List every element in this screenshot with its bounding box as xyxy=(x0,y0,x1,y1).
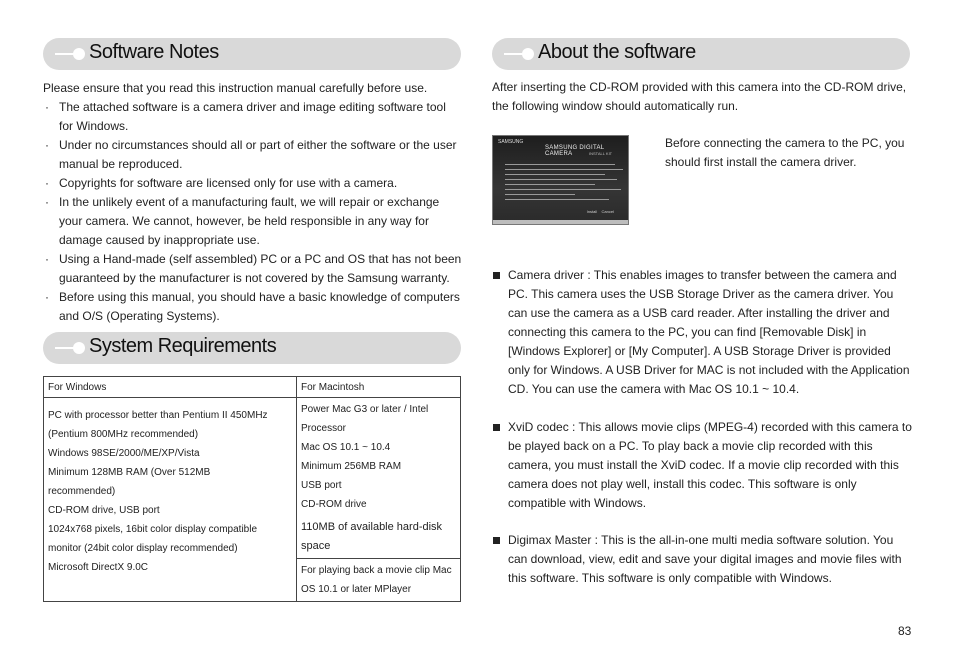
text-line-decoration xyxy=(505,174,605,175)
xvid-codec-item: XviD codec : This allows movie clips (MPEG-4) recorded with this camera to be played back on a PC. To play back a movie clip recorded with this camera, you must install the XviD codec. If a movie clip recorded with this camera does not play well, install this codec. This software is only compatible with Windows. xyxy=(508,418,912,513)
mac-disk-cell: 110MB of available hard-disk space xyxy=(297,516,461,559)
software-notes-title: Software Notes xyxy=(89,41,219,63)
list-item: · Before using this manual, you should have a basic knowledge of computers and O/S (Operating Systems). xyxy=(45,290,460,323)
software-notes-header xyxy=(43,38,461,70)
about-intro: After inserting the CD-ROM provided with this camera into the CD-ROM drive, the following window should automatically run. xyxy=(492,80,907,113)
driver-install-note: Before connecting the camera to the PC, you should first install the camera driver. xyxy=(665,136,905,169)
text-line-decoration xyxy=(505,184,595,185)
page-number: 83 xyxy=(898,624,912,638)
square-bullet-icon xyxy=(493,272,500,279)
header-dot-icon xyxy=(522,48,534,60)
mac-header-cell: For Macintosh xyxy=(297,377,461,398)
about-software-title: About the software xyxy=(538,41,696,63)
text-line-decoration xyxy=(505,164,615,165)
installer-window-screenshot xyxy=(492,135,629,225)
list-item: · Copyrights for software are licensed only for use with a camera. xyxy=(45,176,398,190)
header-dot-icon xyxy=(73,342,85,354)
list-item: · Under no circumstances should all or part of either the software or the user manual be reproduced. xyxy=(45,138,457,171)
header-dot-icon xyxy=(73,48,85,60)
samsung-logo: SAMSUNG xyxy=(498,139,524,145)
text-line-decoration xyxy=(505,189,621,190)
software-notes-intro: Please ensure that you read this instruction manual carefully before use. xyxy=(43,81,428,95)
installer-subtitle: INSTALL KIT xyxy=(589,151,613,156)
mac-requirements-cell: Power Mac G3 or later / Intel Processor Mac OS 10.1 ~ 10.4 Minimum 256MB RAM USB port CD-ROM drive xyxy=(297,398,461,517)
install-button: Install xyxy=(586,209,598,214)
installer-title: SAMSUNG DIGITAL CAMERA xyxy=(545,145,605,157)
cancel-button: Cancel xyxy=(601,209,614,214)
system-requirements-title: System Requirements xyxy=(89,335,277,357)
installer-buttons xyxy=(587,209,614,214)
list-item: · Using a Hand-made (self assembled) PC or a PC and OS that has not been guaranteed by the manufacturer is not covered by the Samsung warranty. xyxy=(45,252,462,285)
text-line-decoration xyxy=(505,199,609,200)
windows-requirements-cell: PC with processor better than Pentium II 450MHz (Pentium 800MHz recommended) Windows 98SE/2000/ME/XP/Vista Minimum 128MB RAM (Over 512MB recommended) CD-ROM drive, USB port 1024x768 pixels, 16bit color display compatible monitor (24bit color display recommended) Microsoft DirectX 9.0C xyxy=(44,398,297,602)
mac-player-cell: For playing back a movie clip Mac OS 10.1 or later MPlayer xyxy=(297,559,461,602)
list-item: · The attached software is a camera driver and image editing software tool for Windows. xyxy=(45,100,446,133)
square-bullet-icon xyxy=(493,424,500,431)
requirements-table xyxy=(43,376,461,602)
camera-driver-item: Camera driver : This enables images to transfer between the camera and PC. This camera uses the USB Storage Driver as the camera driver. You can use the camera as a USB card reader. After installing the driver and connecting this camera to the PC, you can find [Removable Disk] in [Windows Explorer] or [My Computer]. A USB Storage Driver is provided only for Windows. A USB Driver for MAC is not included with the Application CD. You can use the camera with Mac OS 10.1 ~ 10.4. xyxy=(508,266,912,399)
about-software-header xyxy=(492,38,910,70)
text-line-decoration xyxy=(505,169,623,170)
windows-header-cell: For Windows xyxy=(44,377,297,398)
text-line-decoration xyxy=(505,179,617,180)
software-notes-list xyxy=(43,98,463,326)
square-bullet-icon xyxy=(493,537,500,544)
digimax-master-item: Digimax Master : This is the all-in-one multi media software solution. You can download, view, edit and save your digital images and movie files with this software. This software is only compatible with Windows. xyxy=(508,531,912,588)
text-line-decoration xyxy=(505,194,575,195)
list-item: · In the unlikely event of a manufacturing fault, we will repair or exchange your camera. We cannot, however, be held responsible in any way for damage caused by inappropriate use. xyxy=(45,195,440,247)
taskbar-strip xyxy=(493,220,628,224)
system-requirements-header xyxy=(43,332,461,364)
